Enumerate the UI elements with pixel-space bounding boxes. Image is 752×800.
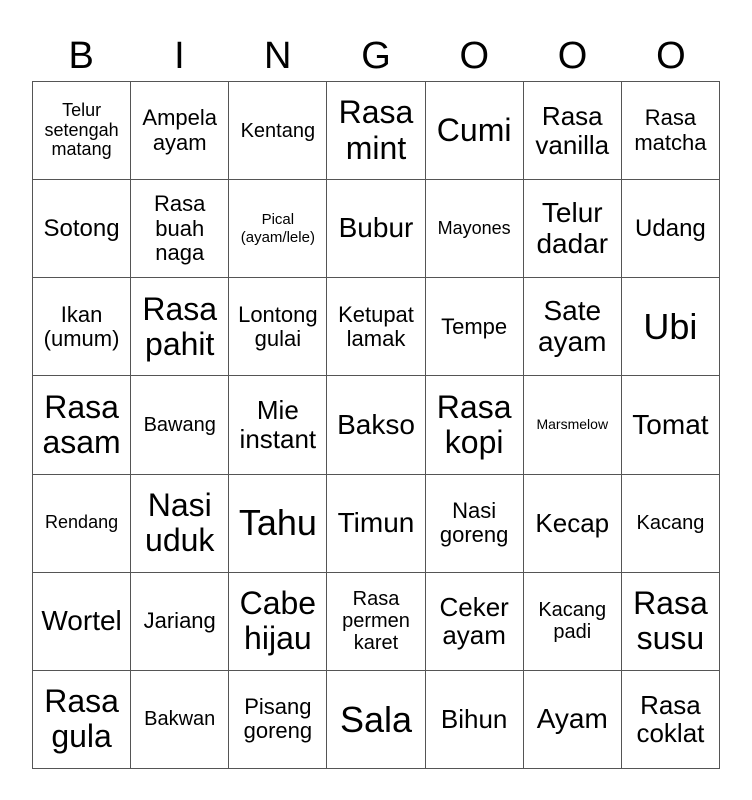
bingo-cell[interactable] — [33, 180, 131, 278]
cell-text: Bubur — [338, 212, 414, 244]
bingo-cell[interactable] — [131, 475, 229, 573]
header-letter-o-3: O — [656, 35, 686, 77]
cell-text: Rasa matcha — [634, 105, 707, 155]
cell-text: Rasa pahit — [142, 290, 218, 362]
bingo-cell[interactable] — [229, 180, 327, 278]
cell-text: Rasa gula — [44, 683, 119, 755]
cell-text: Udang — [635, 214, 706, 242]
cell-text: Tomat — [632, 408, 709, 440]
cell-text: Rasa kopi — [436, 388, 512, 460]
bingo-cell[interactable] — [33, 671, 131, 769]
bingo-cell[interactable] — [33, 475, 131, 573]
cell-text: Lontong gulai — [238, 301, 318, 351]
cell-text: Bakso — [337, 408, 415, 440]
cell-text: Timun — [337, 506, 415, 538]
cell-text: Kacang padi — [538, 599, 607, 644]
cell-text: Mie instant — [239, 395, 317, 454]
bingo-cell[interactable] — [622, 180, 720, 278]
bingo-cell[interactable] — [131, 671, 229, 769]
bingo-cell[interactable] — [524, 475, 622, 573]
bingo-cell[interactable] — [327, 376, 425, 474]
cell-text: Marsmelow — [536, 416, 609, 433]
cell-text: Wortel — [41, 604, 122, 636]
bingo-cell[interactable] — [33, 376, 131, 474]
bingo-cell[interactable] — [524, 573, 622, 671]
cell-text: Rasa asam — [42, 388, 121, 460]
bingo-cell[interactable] — [524, 180, 622, 278]
bingo-cell[interactable] — [426, 573, 524, 671]
bingo-cell[interactable] — [524, 278, 622, 376]
bingo-cell[interactable] — [426, 180, 524, 278]
header-letter-i: I — [174, 35, 185, 77]
bingo-cell[interactable] — [524, 376, 622, 474]
bingo-cell[interactable] — [229, 475, 327, 573]
cell-text: Pical (ayam/lele) — [240, 210, 315, 246]
bingo-cell[interactable] — [426, 475, 524, 573]
header-letter-b: B — [68, 35, 94, 77]
cell-text: Rendang — [45, 512, 119, 533]
cell-text: Ayam — [536, 703, 608, 735]
header-letter-o-1: O — [459, 35, 490, 77]
bingo-card-grid — [32, 81, 720, 769]
cell-text: Rasa permen karet — [342, 588, 410, 655]
bingo-cell[interactable] — [327, 278, 425, 376]
bingo-cell[interactable] — [327, 82, 425, 180]
bingo-cell[interactable] — [33, 278, 131, 376]
cell-text: Bakwan — [144, 708, 216, 731]
header-letter-g: G — [361, 35, 391, 77]
bingo-cell[interactable] — [229, 671, 327, 769]
bingo-cell[interactable] — [327, 475, 425, 573]
bingo-cell[interactable] — [327, 180, 425, 278]
bingo-cell[interactable] — [131, 573, 229, 671]
cell-text: Kentang — [240, 119, 316, 142]
cell-text: Sala — [339, 698, 413, 740]
header-letter-o-2: O — [557, 35, 588, 77]
bingo-cell[interactable] — [327, 573, 425, 671]
cell-text: Ikan (umum) — [43, 301, 120, 351]
bingo-cell[interactable] — [622, 278, 720, 376]
cell-text: Nasi goreng — [439, 497, 509, 548]
bingo-cell[interactable] — [622, 82, 720, 180]
bingo-cell[interactable] — [622, 573, 720, 671]
cell-text: Mayones — [437, 217, 511, 238]
cell-text: Kacang — [636, 512, 705, 535]
bingo-cell[interactable] — [229, 82, 327, 180]
bingo-cell[interactable] — [426, 376, 524, 474]
cell-text: Ubi — [643, 306, 698, 348]
bingo-cell[interactable] — [622, 671, 720, 769]
bingo-cell[interactable] — [622, 475, 720, 573]
bingo-cell[interactable] — [426, 671, 524, 769]
bingo-cell[interactable] — [327, 671, 425, 769]
cell-text: Jariang — [143, 608, 216, 634]
cell-text: Sate ayam — [538, 295, 607, 357]
cell-text: Telur setengah matang — [44, 99, 119, 160]
cell-text: Bawang — [143, 413, 216, 436]
bingo-cell[interactable] — [426, 278, 524, 376]
cell-text: Ampela ayam — [142, 105, 217, 155]
bingo-cell[interactable] — [229, 278, 327, 376]
bingo-header — [32, 30, 720, 82]
cell-text: Bihun — [440, 704, 508, 735]
bingo-cell[interactable] — [131, 278, 229, 376]
header-letter-n: N — [263, 35, 292, 77]
cell-text: Rasa buah naga — [154, 191, 206, 265]
bingo-cell[interactable] — [524, 82, 622, 180]
cell-text: Tahu — [238, 502, 317, 544]
cell-text: Ceker ayam — [439, 591, 509, 651]
cell-text: Rasa coklat — [636, 689, 705, 749]
bingo-cell[interactable] — [229, 573, 327, 671]
bingo-cell[interactable] — [131, 376, 229, 474]
cell-text: Kecap — [535, 507, 610, 538]
bingo-cell[interactable] — [622, 376, 720, 474]
cell-text: Cumi — [436, 111, 512, 148]
bingo-cell[interactable] — [33, 82, 131, 180]
cell-text: Cabe hijau — [239, 585, 317, 657]
cell-text: Tempe — [441, 313, 508, 339]
bingo-cell[interactable] — [426, 82, 524, 180]
cell-text: Rasa vanilla — [535, 100, 610, 160]
bingo-cell[interactable] — [229, 376, 327, 474]
cell-text: Rasa susu — [633, 585, 708, 657]
bingo-cell[interactable] — [524, 671, 622, 769]
cell-text: Ketupat lamak — [338, 301, 414, 351]
cell-text: Nasi uduk — [145, 486, 215, 559]
cell-text: Pisang goreng — [243, 694, 313, 744]
bingo-cell[interactable] — [131, 180, 229, 278]
cell-text: Telur dadar — [536, 196, 609, 259]
bingo-cell[interactable] — [33, 573, 131, 671]
cell-text: Rasa mint — [338, 94, 414, 166]
cell-text: Sotong — [43, 214, 120, 242]
bingo-cell[interactable] — [131, 82, 229, 180]
